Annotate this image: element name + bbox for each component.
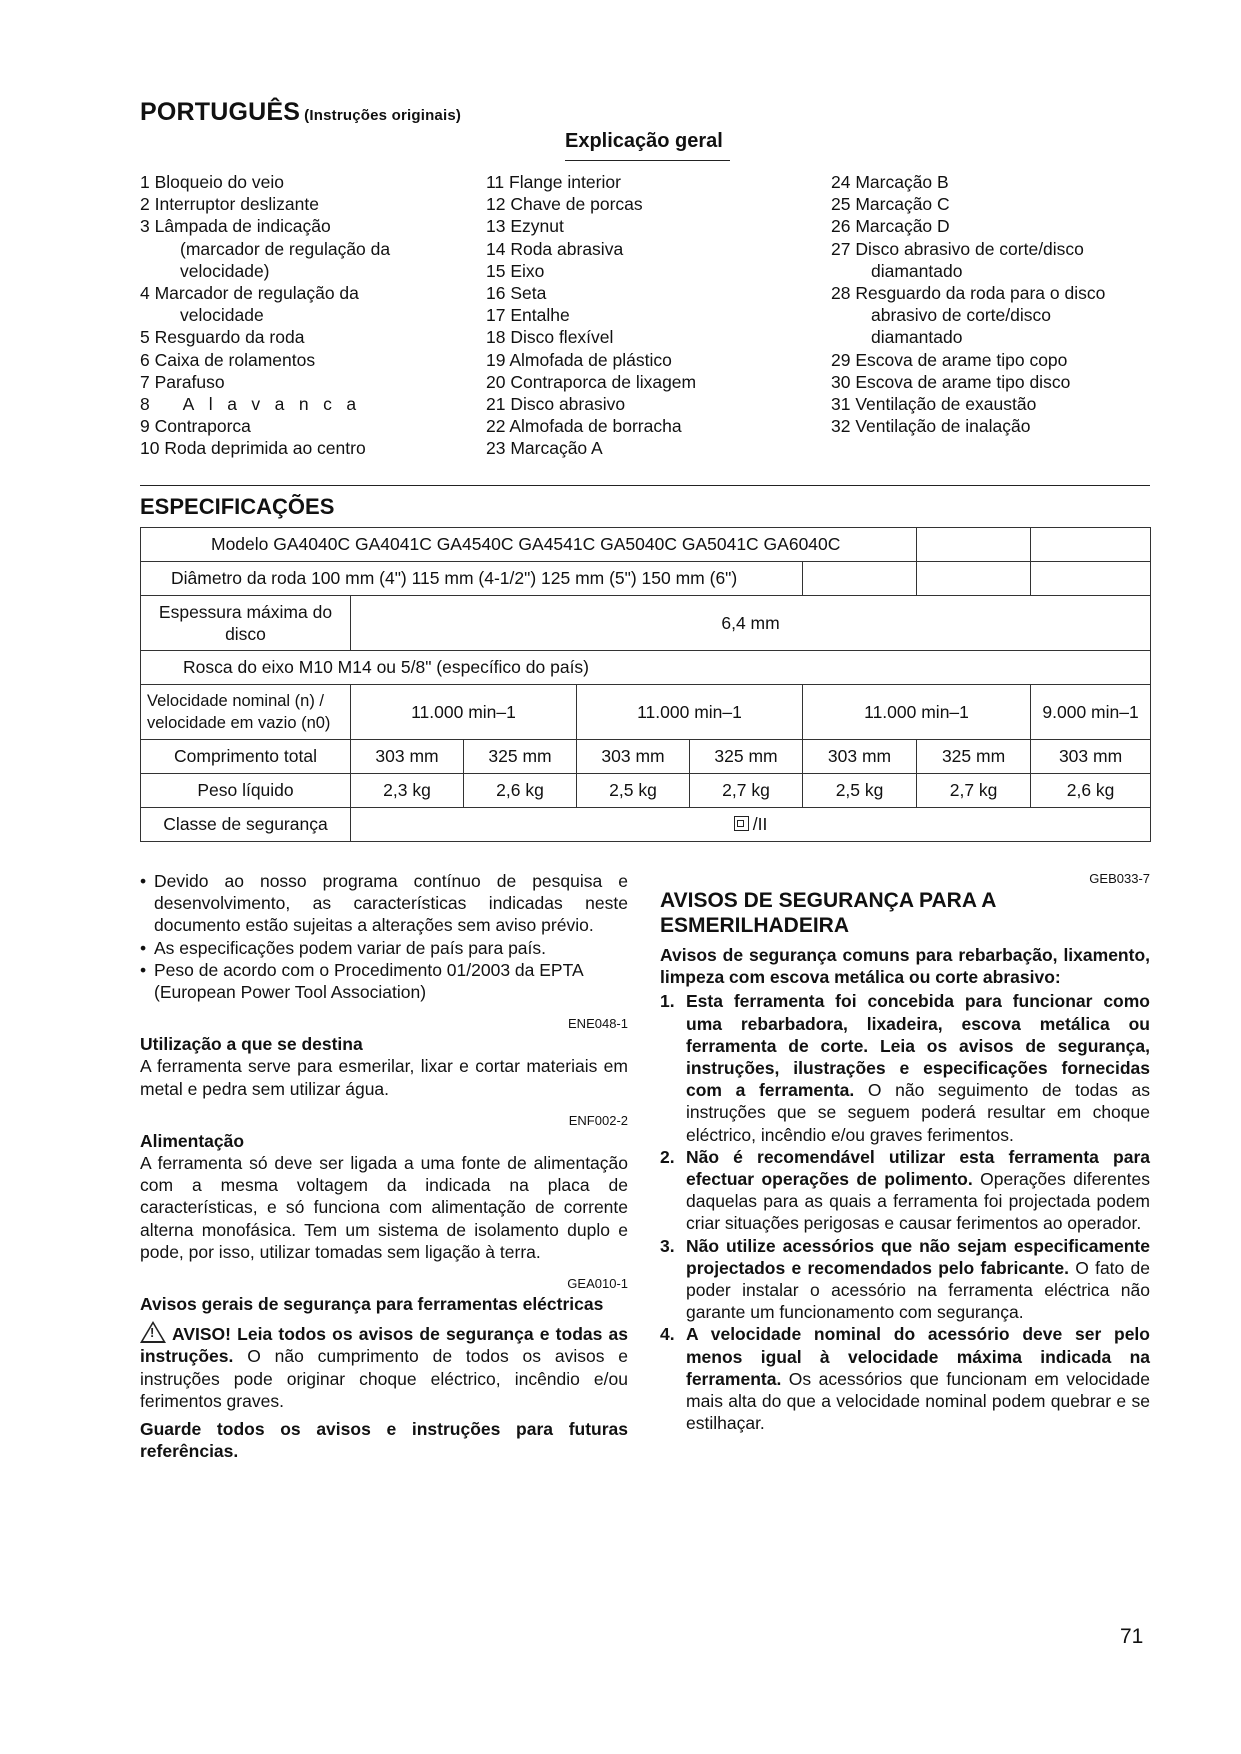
part-item: 1 Bloqueio do veio (140, 172, 284, 192)
net-weight-value: 2,7 kg (917, 774, 1031, 808)
specifications-table (140, 527, 1151, 842)
safety-item (660, 1323, 1150, 1434)
part-item: 5 Resguardo da roda (140, 327, 305, 348)
bullet-dot: • (140, 871, 147, 891)
part-item-cont: abrasivo de corte/disco (871, 305, 1051, 326)
part-item: 3 Lâmpada de indicação (140, 216, 331, 237)
note-bullet: • As especificações podem variar de país para país. (140, 937, 547, 958)
item-bold: Não é recomendável utilizar esta ferramenta para efectuar operações de polimento. (686, 1146, 1150, 1190)
overall-length-value: 303 mm (803, 740, 917, 774)
safety-class-value (351, 808, 1151, 842)
parts-list-col3 (831, 171, 1151, 437)
part-item: 15 Eixo (486, 260, 545, 281)
part-item: 20 Contraporca de lixagem (486, 371, 697, 392)
power-supply-text: A ferramenta só deve ser ligada a uma fonte de alimentação com a mesma voltagem da indicada na placa de características, e só funciona com alimentação de corrente alterna monofásica. Tem um sistema de isolamento duplo e pode, por isso, utilizar tomadas sem ligação à terra. (140, 1153, 628, 1262)
net-weight-value: 2,5 kg (803, 774, 917, 808)
max-thickness-value: 6,4 mm (351, 596, 1151, 651)
right-column (660, 870, 1150, 1434)
part-item: 11 Flange interior (486, 172, 621, 192)
safety-item (660, 990, 1150, 1145)
part-item: 27 Disco abrasivo de corte/disco (831, 238, 1084, 259)
safety-class-text: /II (752, 814, 768, 834)
net-weight-value: 2,7 kg (690, 774, 803, 808)
intended-use-title: Utilização a que se destina (140, 1034, 363, 1055)
rated-speed-value: 11.000 min–1 (803, 685, 1031, 740)
part-item: 16 Seta (486, 283, 547, 304)
item-number: 3. (660, 1235, 675, 1256)
ref-code: GEB033-7 (1089, 871, 1150, 886)
left-column (140, 870, 628, 1462)
part-item-cont: diamantado (871, 260, 963, 281)
warning-paragraph (140, 1321, 628, 1412)
item-text: O fato de poder instalar o acessório na ferramenta eléctrica não garante um funcionamento com segurança. (686, 1257, 1150, 1323)
overall-length-value: 325 mm (917, 740, 1031, 774)
safety-item (660, 1146, 1150, 1235)
item-bold: Não utilize acessórios que não sejam especificamente projectados e recomendados pelo fabricante. (686, 1235, 1150, 1278)
ref-code: GEA010-1 (567, 1276, 628, 1292)
safety-class-label: Classe de segurança (141, 808, 351, 842)
original-instructions-label: (Instruções originais) (304, 107, 462, 124)
part-item: 19 Almofada de plástico (486, 349, 672, 370)
part-item: 12 Chave de porcas (486, 194, 643, 215)
language-label: PORTUGUÊS (140, 98, 301, 126)
rated-speed-value: 9.000 min–1 (1031, 685, 1151, 740)
part-item-cont: (marcador de regulação da (180, 238, 391, 259)
part-item: 14 Roda abrasiva (486, 238, 624, 259)
part-item: 24 Marcação B (831, 172, 949, 192)
net-weight-label: Peso líquido (141, 774, 351, 808)
intended-use-text: A ferramenta serve para esmerilar, lixar e cortar materiais em metal e pedra sem utilizar água. (140, 1056, 628, 1099)
part-item: 23 Marcação A (486, 438, 603, 459)
part-item-cont: velocidade) (180, 260, 270, 281)
item-text: Operações diferentes daquelas para as quais a ferramenta foi projectada podem criar situações perigosas e causar ferimentos ao operador. (686, 1169, 1150, 1234)
empty-cell (803, 562, 917, 596)
empty-cell (1031, 562, 1151, 596)
net-weight-value: 2,3 kg (351, 774, 464, 808)
ref-code: ENF002-2 (568, 1112, 628, 1128)
overall-length-value: 325 mm (690, 740, 803, 774)
item-number: 1. (660, 991, 675, 1012)
ref-code: ENE048-1 (568, 1016, 628, 1032)
part-item: 18 Disco flexível (486, 327, 614, 348)
specifications-title: ESPECIFICAÇÕES (140, 494, 335, 519)
part-item: 30 Escova de arame tipo disco (831, 371, 1071, 392)
page-language-title (140, 98, 461, 127)
common-warnings-subtitle: Avisos de segurança comuns para rebarbação, lixamento, limpeza com escova metálica ou corte abrasivo: (660, 945, 1150, 988)
part-item: 6 Caixa de rolamentos (140, 349, 316, 370)
part-item: 4 Marcador de regulação da (140, 283, 359, 304)
safety-item (660, 1235, 1150, 1324)
power-supply-title: Alimentação (140, 1130, 245, 1151)
spindle-thread-row: Rosca do eixo M10 M14 ou 5/8" (específico do país) (141, 651, 1151, 685)
empty-cell (1031, 528, 1151, 562)
overall-length-value: 303 mm (1031, 740, 1151, 774)
part-item: 10 Roda deprimida ao centro (140, 438, 366, 459)
part-item: 17 Entalhe (486, 305, 570, 326)
warning-text: O não cumprimento de todos os avisos e instruções pode originar choque eléctrico, incêndio e/ou ferimentos graves. (140, 1346, 628, 1411)
parts-list-col1 (140, 171, 470, 460)
item-text: O não seguimento de todas as instruções que se seguem poderá resultar em choque eléctrico, incêndio e/ou graves ferimentos. (686, 1080, 1150, 1145)
net-weight-value: 2,5 kg (577, 774, 690, 808)
page-number: 71 (1120, 1625, 1144, 1648)
net-weight-value: 2,6 kg (464, 774, 577, 808)
overall-length-label: Comprimento total (141, 740, 351, 774)
overall-length-value: 303 mm (577, 740, 690, 774)
part-item: 22 Almofada de borracha (486, 416, 682, 437)
item-bold: Esta ferramenta foi concebida para funcionar como uma rebarbadora, lixadeira, escova metálica ou ferramenta de corte. Leia os avisos de segurança, instruções, ilustrações e especificações fornecidas com a ferramenta. (686, 991, 1150, 1101)
part-item: 26 Marcação D (831, 216, 950, 237)
overall-length-value: 325 mm (464, 740, 577, 774)
part-item: 21 Disco abrasivo (486, 394, 626, 415)
general-explanation-title: Explicação geral (565, 130, 723, 152)
parts-list-col2 (486, 171, 816, 460)
section-divider (140, 485, 1150, 486)
warning-triangle-icon (140, 1321, 166, 1343)
item-number: 4. (660, 1324, 675, 1345)
net-weight-value: 2,6 kg (1031, 774, 1151, 808)
part-item: 7 Parafuso (140, 371, 225, 392)
model-row: Modelo GA4040C GA4041C GA4540C GA4541C GA5040C GA5041C GA6040C (141, 528, 917, 562)
part-item: 28 Resguardo da roda para o disco (831, 283, 1106, 304)
bullet-dot: • (140, 937, 147, 958)
part-item-cont: velocidade (180, 305, 264, 326)
note-bullet: • Devido ao nosso programa contínuo de pesquisa e desenvolvimento, as características indicadas neste documento estão sujeitas a alterações sem aviso prévio. (140, 871, 628, 936)
double-insulation-icon (734, 816, 749, 831)
bullet-dot: • (140, 959, 147, 980)
title-underline (565, 160, 730, 161)
keep-instructions-text: Guarde todos os avisos e instruções para futuras referências. (140, 1419, 628, 1462)
part-item-cont: diamantado (871, 327, 963, 348)
item-text: Os acessórios que funcionam em velocidade mais alta do que a velocidade nominal podem quebrar e se estilhaçar. (686, 1368, 1150, 1434)
general-safety-title: Avisos gerais de segurança para ferramentas eléctricas (140, 1294, 604, 1315)
part-item: 31 Ventilação de exaustão (831, 394, 1037, 415)
part-item: 13 Ezynut (486, 216, 564, 237)
empty-cell (917, 528, 1031, 562)
part-item: 29 Escova de arame tipo copo (831, 349, 1068, 370)
part-item: 32 Ventilação de inalação (831, 416, 1031, 437)
warning-bold-text: AVISO! Leia todos os avisos de segurança e todas as instruções. (140, 1324, 628, 1367)
part-item: 2 Interruptor deslizante (140, 194, 319, 215)
overall-length-value: 303 mm (351, 740, 464, 774)
part-item: 8 Alavanca (140, 394, 371, 415)
grinder-safety-title: AVISOS DE SEGURANÇA PARA A ESMERILHADEIRA (660, 889, 996, 937)
part-item: 9 Contraporca (140, 416, 251, 437)
empty-cell (917, 562, 1031, 596)
item-number: 2. (660, 1146, 675, 1167)
rated-speed-label: Velocidade nominal (n) / velocidade em vazio (n0) (141, 685, 351, 740)
part-item: 25 Marcação C (831, 194, 950, 215)
rated-speed-value: 11.000 min–1 (577, 685, 803, 740)
item-bold: A velocidade nominal do acessório deve ser pelo menos igual à velocidade máxima indicada na ferramenta. (686, 1324, 1150, 1389)
note-bullet: • Peso de acordo com o Procedimento 01/2003 da EPTA (European Power Tool Association) (140, 959, 583, 1003)
max-thickness-label: Espessura máxima do disco (141, 596, 351, 651)
wheel-diameter-row: Diâmetro da roda 100 mm (4") 115 mm (4-1/2") 125 mm (5") 150 mm (6") (141, 562, 803, 596)
rated-speed-value: 11.000 min–1 (351, 685, 577, 740)
